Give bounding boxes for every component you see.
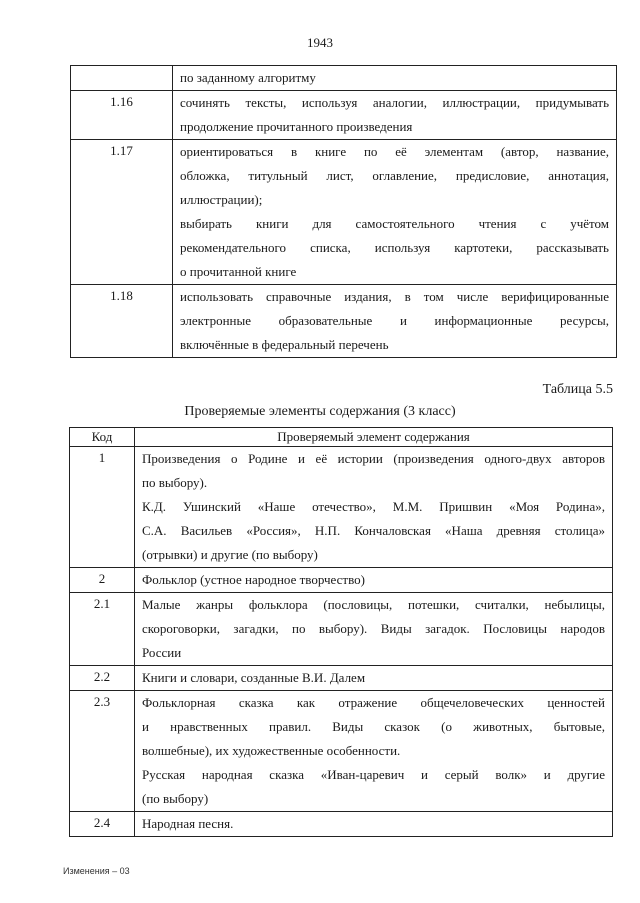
table-row [71, 91, 617, 140]
table-label: Таблица 5.5 [542, 382, 613, 397]
content-line: использовать справочные издания, в том числе верифицированные [180, 289, 609, 304]
row-content [135, 812, 613, 837]
content-line: ориентироваться в книге по её элементам (автор, название, [180, 144, 609, 159]
content-line: С.А. Васильев «Россия», Н.П. Кончаловская «Наша древняя столица» [142, 523, 605, 538]
content-line: сочинять тексты, используя аналогии, иллюстрации, придумывать [180, 95, 609, 110]
row-code: 1.17 [71, 140, 173, 285]
row-code: 2.1 [70, 593, 135, 666]
content-line: Народная песня. [142, 816, 234, 831]
content-line: по заданному алгоритму [180, 70, 316, 85]
content-line: скороговорки, загадки, по выбору). Виды загадок. Пословицы народов [142, 621, 605, 636]
table-row [71, 140, 617, 285]
row-code: 2.4 [70, 812, 135, 837]
row-code: 1 [70, 447, 135, 568]
content-line: продолжение прочитанного произведения [180, 119, 413, 134]
table-title: Проверяемые элементы содержания (3 класс) [184, 404, 456, 419]
page-number: 1943 [307, 35, 333, 50]
content-line: Русская народная сказка «Иван-царевич и серый волк» и другие [142, 767, 605, 782]
content-line: К.Д. Ушинский «Наше отечество», М.М. Пришвин «Моя Родина», [142, 499, 605, 514]
row-content [135, 593, 613, 666]
content-line: Произведения о Родине и её истории (произведения одного-двух авторов [142, 451, 605, 466]
content-line: иллюстрации); [180, 192, 263, 207]
footer-note: Изменения – 03 [63, 866, 130, 876]
row-content [135, 691, 613, 812]
table-continuation [70, 65, 617, 358]
table-row [70, 568, 613, 593]
content-line: (отрывки) и другие (по выбору) [142, 547, 318, 562]
content-line: Малые жанры фольклора (пословицы, потешки, считалки, небылицы, [142, 597, 605, 612]
table-row [71, 66, 617, 91]
row-content [173, 140, 617, 285]
row-content [173, 66, 617, 91]
table-row [70, 812, 613, 837]
header-element: Проверяемый элемент содержания [135, 428, 613, 447]
content-line: волшебные), их художественные особенности. [142, 743, 401, 758]
content-line: выбирать книги для самостоятельного чтения с учётом [180, 216, 609, 231]
content-line: Фольклорная сказка как отражение общечеловеческих ценностей [142, 695, 605, 710]
table-row [71, 285, 617, 358]
content-line: по выбору). [142, 475, 208, 490]
table-content-elements [69, 427, 613, 837]
content-line: о прочитанной книге [180, 264, 297, 279]
content-line: электронные образовательные и информационные ресурсы, [180, 313, 609, 328]
content-line: рекомендательного списка, используя картотеки, рассказывать [180, 240, 609, 255]
header-code: Код [70, 428, 135, 447]
table-row [70, 593, 613, 666]
content-line: включённые в федеральный перечень [180, 337, 389, 352]
row-code: 1.16 [71, 91, 173, 140]
table-header-row [70, 428, 613, 447]
row-content [135, 568, 613, 593]
row-content [135, 447, 613, 568]
row-content [173, 285, 617, 358]
table-row [70, 447, 613, 568]
row-code: 2 [70, 568, 135, 593]
content-line: и нравственных правил. Виды сказок (о животных, бытовые, [142, 719, 605, 734]
row-code [71, 66, 173, 91]
content-line: (по выбору) [142, 791, 209, 806]
row-content [173, 91, 617, 140]
content-line: Фольклор (устное народное творчество) [142, 572, 365, 587]
row-code: 2.3 [70, 691, 135, 812]
content-line: обложка, титульный лист, оглавление, предисловие, аннотация, [180, 168, 609, 183]
content-line: России [142, 645, 182, 660]
table-row [70, 691, 613, 812]
row-code: 1.18 [71, 285, 173, 358]
content-line: Книги и словари, созданные В.И. Далем [142, 670, 366, 685]
row-code: 2.2 [70, 666, 135, 691]
table-row [70, 666, 613, 691]
row-content [135, 666, 613, 691]
